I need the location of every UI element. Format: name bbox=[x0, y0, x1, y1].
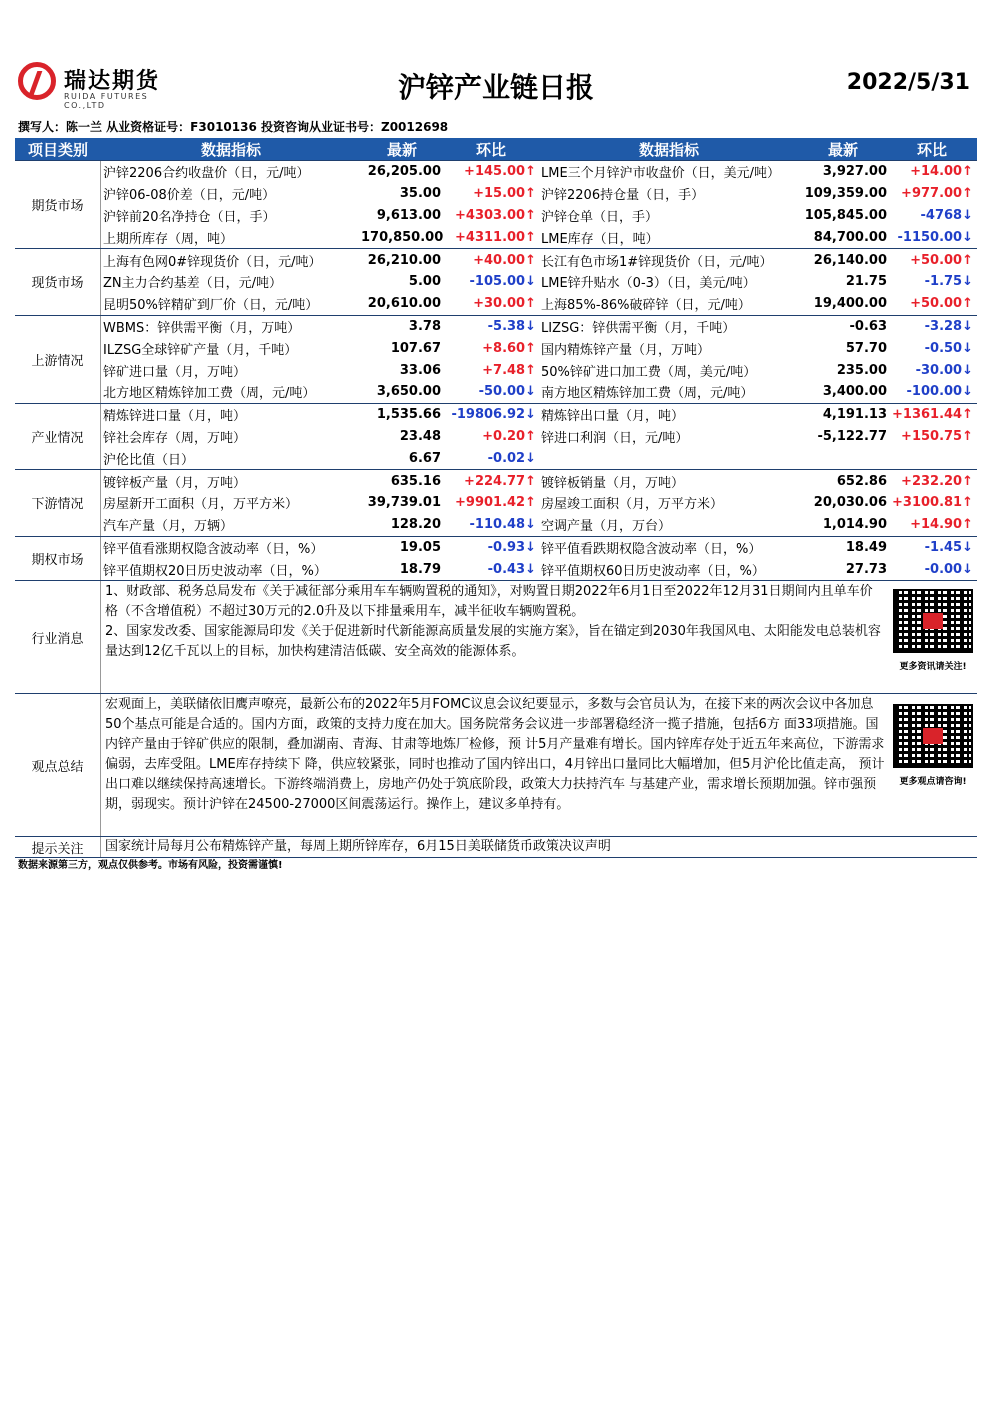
latest-value: 9,613.00 bbox=[376, 207, 441, 223]
view-section bbox=[15, 693, 977, 836]
section-label: 现货市场 bbox=[15, 249, 101, 314]
section-rows bbox=[101, 249, 977, 314]
qr-code-icon bbox=[893, 704, 973, 768]
change-value: +1361.44↑ bbox=[892, 407, 973, 423]
indicator-name: 上海85%-86%破碎锌（日，元/吨） bbox=[541, 298, 751, 314]
report-date: 2022/5/31 bbox=[846, 70, 970, 95]
latest-value: -5,122.77 bbox=[817, 428, 887, 444]
section-rows bbox=[101, 316, 977, 403]
qr-code-icon bbox=[893, 589, 973, 653]
indicator-name: LME锌升贴水（0-3）（日，美元/吨） bbox=[541, 276, 756, 292]
indicator-name: LIZSG：锌供需平衡（月，千吨） bbox=[541, 320, 736, 336]
indicator-name: 汽车产量（月，万辆） bbox=[103, 519, 234, 535]
change-value: +14.00↑ bbox=[910, 164, 973, 180]
table-section bbox=[15, 469, 977, 535]
change-value: -100.00↓ bbox=[906, 384, 973, 400]
table-body bbox=[15, 160, 977, 580]
news-item-1: 1、财政部、税务总局发布《关于减征部分乘用车车辆购置税的通知》，对购置日期2022年6月1日至2022年12月31日期间内且单车价格（不含增值税）不超过30万元的2.0升及以下排量乘用车，减半征收车辆购置税。 bbox=[105, 584, 873, 620]
change-value: -1150.00↓ bbox=[897, 229, 973, 245]
latest-value: 26,210.00 bbox=[367, 252, 441, 268]
change-value: -105.00↓ bbox=[469, 274, 536, 290]
latest-value: 6.67 bbox=[408, 450, 441, 466]
indicator-name: 锌平值期权20日历史波动率（日，%） bbox=[103, 563, 327, 579]
latest-value: 3.78 bbox=[408, 318, 441, 334]
section-label: 期货市场 bbox=[15, 161, 101, 248]
latest-value: 20,610.00 bbox=[367, 296, 441, 312]
change-value: +40.00↑ bbox=[473, 252, 536, 268]
indicator-name: 镀锌板销量（月，万吨） bbox=[541, 475, 685, 491]
latest-value: 39,739.01 bbox=[367, 495, 441, 511]
indicator-name: 锌平值看涨期权隐含波动率（日，%） bbox=[103, 541, 324, 557]
indicator-name: 上海有色网0#锌现货价（日，元/吨） bbox=[103, 254, 322, 270]
change-value: +50.00↑ bbox=[910, 252, 973, 268]
indicator-name: 房屋新开工面积（月，万平方米） bbox=[103, 497, 299, 513]
section-label: 行业消息 bbox=[15, 581, 101, 693]
latest-value: 107.67 bbox=[390, 340, 441, 356]
change-value: +9901.42↑ bbox=[455, 495, 536, 511]
table-row bbox=[101, 183, 977, 205]
table-section bbox=[15, 315, 977, 403]
column-header: 数据指标 bbox=[638, 140, 699, 159]
view-text: 宏观面上，美联储依旧鹰声嘹亮，最新公布的2022年5月FOMC议息会议纪要显示，多数与会官员认为，在接下来的两次会议中各加息50个基点可能是合适的。国内方面，政策的支持力度在加大。国务院常务会议进一步部署稳经济一揽子措施，包括6方 面33项措施。国内锌产量由于锌矿供应的限制，叠加湖南、青海、甘肃等地炼厂检修，预 计5月产量难有增长。国内锌库存处于近五年来高位，下游需求偏弱，去库受阻。LME库存持续下 降，供应较紧张，同时也推动了国内锌出口，4月锌出口量同比大幅增加，但5月沪伦比值走高， 预计出口难以继续保持高速增长。下游终端消费上，房地产仍处于筑底阶段，政策大力扶持汽车 与基建产业，需求增长预期加强。锌市强预期，弱现实。预计沪锌在24500-27000区间震荡运行。操作上，建议多单持有。 bbox=[105, 697, 885, 813]
latest-value: 1,535.66 bbox=[376, 407, 441, 423]
table-row bbox=[101, 205, 977, 227]
indicator-name: ZN主力合约基差（日，元/吨） bbox=[103, 276, 283, 292]
indicator-name: ILZSG全球锌矿产量（月，千吨） bbox=[103, 342, 298, 358]
latest-value: 20,030.06 bbox=[813, 495, 887, 511]
table-row bbox=[101, 316, 977, 338]
latest-value: 19,400.00 bbox=[813, 296, 887, 312]
indicator-name: LME三个月锌沪市收盘价（日，美元/吨） bbox=[541, 166, 781, 182]
latest-value: 235.00 bbox=[836, 362, 887, 378]
table-row bbox=[101, 161, 977, 183]
table-row bbox=[101, 426, 977, 448]
indicator-name: 沪锌仓单（日，手） bbox=[541, 209, 659, 225]
latest-value: 105,845.00 bbox=[804, 207, 887, 223]
change-value: +30.00↑ bbox=[473, 296, 536, 312]
change-value: +145.00↑ bbox=[464, 164, 536, 180]
qr-code-news bbox=[893, 589, 973, 677]
change-value: -30.00↓ bbox=[915, 362, 973, 378]
table-row bbox=[101, 337, 977, 359]
table-row bbox=[101, 492, 977, 514]
indicator-name: 沪锌2206合约收盘价（日，元/吨） bbox=[103, 166, 310, 182]
report-header bbox=[0, 0, 992, 118]
latest-value: 128.20 bbox=[390, 517, 441, 533]
indicator-name: 沪锌2206持仓量（日，手） bbox=[541, 188, 705, 204]
indicator-name: 长江有色市场1#锌现货价（日，元/吨） bbox=[541, 254, 773, 270]
disclaimer: 数据来源第三方，观点仅供参考。市场有风险，投资需谨慎! bbox=[18, 860, 283, 871]
author-line: 撰写人：陈一兰 从业资格证号：F3010136 投资咨询从业证书号：Z0012698 bbox=[18, 120, 449, 134]
qr-caption: 更多观点请咨询! bbox=[899, 777, 967, 788]
change-value: +0.20↑ bbox=[482, 428, 536, 444]
latest-value: 33.06 bbox=[399, 362, 441, 378]
latest-value: 23.48 bbox=[399, 428, 441, 444]
change-value: -0.02↓ bbox=[487, 450, 536, 466]
indicator-name: 锌平值期权60日历史波动率（日，%） bbox=[541, 563, 765, 579]
logo-name: 瑞达期货 bbox=[64, 69, 161, 94]
data-table bbox=[15, 138, 977, 858]
table-row bbox=[101, 514, 977, 536]
table-row bbox=[101, 537, 977, 559]
section-rows bbox=[101, 470, 977, 535]
news-item-2: 2、国家发改委、国家能源局印发《关于促进新时代新能源高质量发展的实施方案》，旨在锚定到2030年我国风电、太阳能发电总装机容量达到12亿千瓦以上的目标，加快构建清洁低碳、安全高效的能源体系。 bbox=[105, 624, 881, 660]
change-value: -1.75↓ bbox=[924, 274, 973, 290]
section-rows bbox=[101, 161, 977, 248]
column-header: 最新 bbox=[386, 140, 417, 159]
section-rows bbox=[101, 537, 977, 581]
indicator-name: 锌平值看跌期权隐含波动率（日，%） bbox=[541, 541, 762, 557]
table-section bbox=[15, 160, 977, 248]
change-value: -0.00↓ bbox=[924, 561, 973, 577]
change-value: -1.45↓ bbox=[924, 539, 973, 555]
indicator-name: 50%锌矿进口加工费（周，美元/吨） bbox=[541, 364, 757, 380]
column-header: 数据指标 bbox=[200, 140, 261, 159]
indicator-name: 空调产量（月，万台） bbox=[541, 519, 672, 535]
change-value: +50.00↑ bbox=[910, 296, 973, 312]
latest-value: 19.05 bbox=[399, 539, 441, 555]
indicator-name: 精炼锌出口量（月，吨） bbox=[541, 409, 685, 425]
change-value: -5.38↓ bbox=[487, 318, 536, 334]
latest-value: 3,650.00 bbox=[376, 384, 441, 400]
latest-value: 57.70 bbox=[845, 340, 887, 356]
indicator-name: WBMS：锌供需平衡（月，万吨） bbox=[103, 320, 301, 336]
indicator-name: 北方地区精炼锌加工费（周，元/吨） bbox=[103, 386, 316, 402]
latest-value: 21.75 bbox=[845, 274, 887, 290]
section-label: 观点总结 bbox=[15, 694, 101, 836]
table-row bbox=[101, 293, 977, 315]
latest-value: 35.00 bbox=[399, 186, 441, 202]
change-value: -50.00↓ bbox=[478, 384, 536, 400]
change-value: -110.48↓ bbox=[469, 517, 536, 533]
latest-value: 3,927.00 bbox=[822, 164, 887, 180]
indicator-name: 镀锌板产量（月，万吨） bbox=[103, 475, 247, 491]
table-row bbox=[101, 558, 977, 580]
change-value: +150.75↑ bbox=[901, 428, 973, 444]
section-label: 产业情况 bbox=[15, 404, 101, 469]
latest-value: 26,205.00 bbox=[367, 164, 441, 180]
latest-value: 1,014.90 bbox=[822, 517, 887, 533]
change-value: +3100.81↑ bbox=[892, 495, 973, 511]
qr-caption: 更多资讯请关注! bbox=[899, 662, 967, 673]
qr-code-view bbox=[893, 704, 973, 792]
latest-value: 4,191.13 bbox=[822, 407, 887, 423]
latest-value: 27.73 bbox=[845, 561, 887, 577]
column-header: 环比 bbox=[916, 140, 947, 159]
indicator-name: 上期所库存（周，吨） bbox=[103, 231, 234, 247]
change-value: +4303.00↑ bbox=[455, 207, 536, 223]
change-value: +8.60↑ bbox=[482, 340, 536, 356]
latest-value: 3,400.00 bbox=[822, 384, 887, 400]
table-row bbox=[101, 470, 977, 492]
change-value: +14.90↑ bbox=[910, 517, 973, 533]
logo-subtitle: RUIDA FUTURES CO.,LTD bbox=[64, 92, 149, 110]
news-section bbox=[15, 580, 977, 693]
indicator-name: 沪伦比值（日） bbox=[103, 452, 195, 468]
indicator-name: 南方地区精炼锌加工费（周，元/吨） bbox=[541, 386, 754, 402]
table-header bbox=[15, 138, 977, 160]
change-value: +7.48↑ bbox=[482, 362, 536, 378]
indicator-name: 锌社会库存（周，万吨） bbox=[103, 430, 247, 446]
change-value: +232.20↑ bbox=[901, 473, 973, 489]
section-label: 上游情况 bbox=[15, 316, 101, 403]
column-header: 最新 bbox=[827, 140, 858, 159]
table-section bbox=[15, 536, 977, 581]
latest-value: 26,140.00 bbox=[813, 252, 887, 268]
change-value: +15.00↑ bbox=[473, 186, 536, 202]
table-section bbox=[15, 248, 977, 314]
latest-value: 18.79 bbox=[399, 561, 441, 577]
news-body bbox=[101, 581, 977, 693]
table-section bbox=[15, 403, 977, 469]
indicator-name: 精炼锌进口量（月，吨） bbox=[103, 409, 247, 425]
tips-text: 国家统计局每月公布精炼锌产量，每周上期所锌库存，6月15日美联储货币政策决议声明 bbox=[105, 839, 611, 855]
section-rows bbox=[101, 404, 977, 469]
indicator-name: 沪锌06-08价差（日，元/吨） bbox=[103, 188, 276, 204]
section-label: 提示关注 bbox=[15, 837, 101, 857]
indicator-name: 昆明50%锌精矿到厂价（日，元/吨） bbox=[103, 298, 319, 314]
change-value: -19806.92↓ bbox=[451, 407, 536, 423]
latest-value: 652.86 bbox=[836, 473, 887, 489]
table-row bbox=[101, 381, 977, 403]
view-body bbox=[101, 694, 977, 836]
section-label: 下游情况 bbox=[15, 470, 101, 535]
latest-value: 84,700.00 bbox=[813, 229, 887, 245]
table-row bbox=[101, 226, 977, 248]
indicator-name: LME库存（日，吨） bbox=[541, 231, 659, 247]
latest-value: -0.63 bbox=[849, 318, 887, 334]
latest-value: 109,359.00 bbox=[804, 186, 887, 202]
change-value: -0.43↓ bbox=[487, 561, 536, 577]
indicator-name: 锌进口利润（日，元/吨） bbox=[541, 430, 689, 446]
latest-value: 5.00 bbox=[408, 274, 441, 290]
column-header: 环比 bbox=[475, 140, 506, 159]
indicator-name: 国内精炼锌产量（月，万吨） bbox=[541, 342, 711, 358]
latest-value: 18.49 bbox=[845, 539, 887, 555]
latest-value: 170,850.00 bbox=[361, 229, 443, 245]
indicator-name: 房屋竣工面积（月，万平方米） bbox=[541, 497, 724, 513]
page-title: 沪锌产业链日报 bbox=[397, 71, 594, 104]
change-value: +977.00↑ bbox=[901, 186, 973, 202]
change-value: +224.77↑ bbox=[464, 473, 536, 489]
column-header: 项目类别 bbox=[27, 140, 88, 159]
change-value: -0.50↓ bbox=[924, 340, 973, 356]
table-row bbox=[101, 404, 977, 426]
table-row bbox=[101, 249, 977, 271]
tips-section bbox=[15, 836, 977, 857]
indicator-name: 沪锌前20名净持仓（日，手） bbox=[103, 209, 276, 225]
change-value: -3.28↓ bbox=[924, 318, 973, 334]
section-label: 期权市场 bbox=[15, 537, 101, 581]
change-value: +4311.00↑ bbox=[455, 229, 536, 245]
table-row bbox=[101, 359, 977, 381]
latest-value: 635.16 bbox=[390, 473, 441, 489]
table-row bbox=[101, 447, 977, 469]
table-row bbox=[101, 271, 977, 293]
change-value: -0.93↓ bbox=[487, 539, 536, 555]
indicator-name: 锌矿进口量（月，万吨） bbox=[103, 364, 247, 380]
change-value: -4768↓ bbox=[920, 207, 973, 223]
